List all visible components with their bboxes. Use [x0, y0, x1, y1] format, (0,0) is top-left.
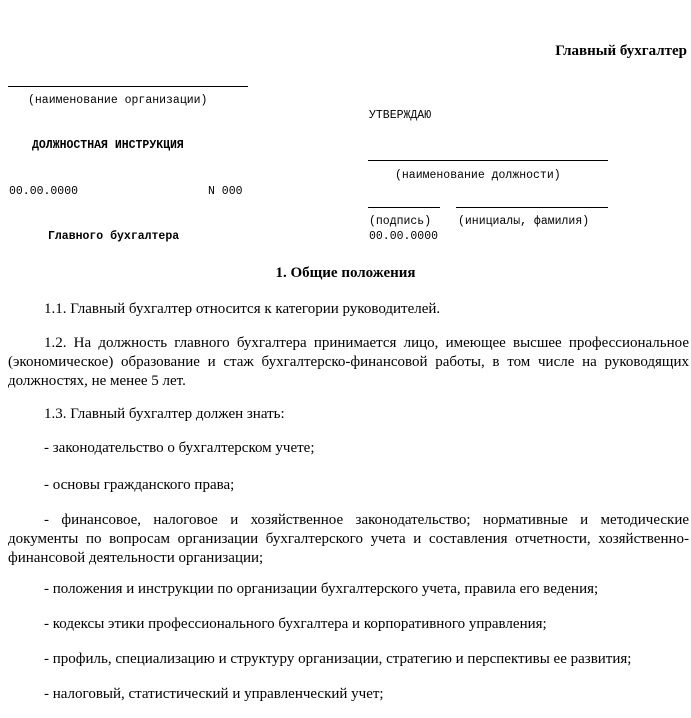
organization-caption: (наименование организации): [28, 94, 208, 107]
paragraph-1-1: 1.1. Главный бухгалтер относится к категории руководителей.: [44, 301, 441, 317]
section-title: 1. Общие положения: [275, 265, 416, 281]
position-title-line: [368, 160, 608, 161]
signature-line: [368, 207, 440, 208]
document-header-title: Главный бухгалтер: [555, 43, 687, 59]
position-name: Главного бухгалтера: [48, 230, 180, 243]
instruction-date: 00.00.0000: [9, 185, 79, 198]
signature-caption: (подпись): [369, 215, 432, 228]
initials-line: [456, 207, 608, 208]
position-caption: (наименование должности): [395, 169, 561, 182]
list-item: - положения и инструкции по организации бухгалтерского учета, правила его ведения;: [44, 581, 599, 597]
list-item: - законодательство о бухгалтерском учете;: [44, 440, 315, 456]
instruction-title: ДОЛЖНОСТНАЯ ИНСТРУКЦИЯ: [32, 139, 184, 152]
paragraph-1-2: 1.2. На должность главного бухгалтера принимается лицо, имеющее высшее профессиональное (экономическое) образование и стаж бухгалтерско-финансовой работы, в том числе на руководящих должностях, не менее 5 лет.: [8, 335, 689, 389]
instruction-number: N 000: [208, 185, 243, 198]
list-item: - кодексы этики профессионального бухгалтера и корпоративного управления;: [44, 616, 547, 632]
approval-date: 00.00.0000: [369, 230, 439, 243]
paragraph-1-3: 1.3. Главный бухгалтер должен знать:: [44, 406, 285, 422]
organization-name-line: [8, 86, 248, 87]
list-item: - финансовое, налоговое и хозяйственное законодательство; нормативные и методические документы по вопросам организации бухгалтерского учета и составления отчетности, хозяйственно-финансовой деятельности организации;: [8, 512, 689, 566]
approve-label: УТВЕРЖДАЮ: [369, 109, 432, 122]
list-item: - налоговый, статистический и управленческий учет;: [44, 686, 384, 702]
list-item: - профиль, специализацию и структуру организации, стратегию и перспективы ее развития;: [44, 651, 632, 667]
initials-caption: (инициалы, фамилия): [458, 215, 590, 228]
list-item: - основы гражданского права;: [44, 477, 235, 493]
